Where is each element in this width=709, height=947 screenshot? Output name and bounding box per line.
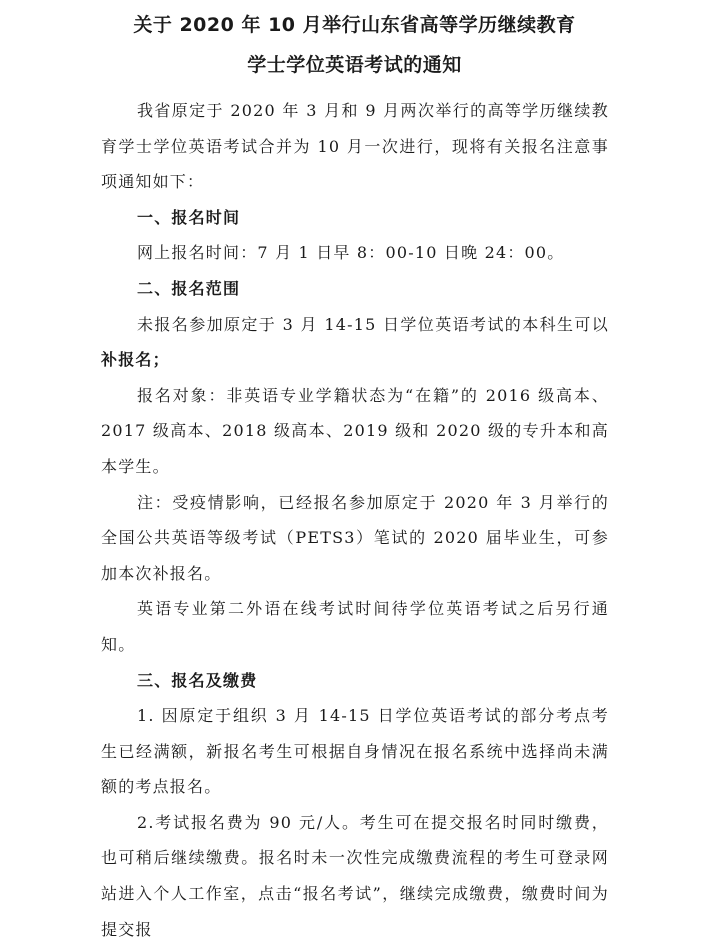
section-2-heading: 二、报名范围 bbox=[137, 278, 241, 298]
document-body bbox=[101, 93, 609, 947]
intro-paragraph: 我省原定于 2020 年 3 月和 9 月两次举行的高等学历继续教育学士学位英语考试合并为 10 月一次进行，现将有关报名注意事项通知如下： bbox=[101, 101, 609, 192]
fee-item-1: 1. 因原定于组织 3 月 14-15 日学位英语考试的部分考点考生已经满额，新报名考生可根据自身情况在报名系统中选择尚未满额的考点报名。 bbox=[101, 706, 609, 797]
document-title-line-2: 学士学位英语考试的通知 bbox=[247, 54, 462, 76]
registration-scope-text: 未报名参加原定于 3 月 14-15 日学位英语考试的本科生可以 bbox=[137, 314, 609, 334]
second-language-paragraph: 英语专业第二外语在线考试时间待学位英语考试之后另行通知。 bbox=[101, 599, 609, 654]
fee-item-2: 2.考试报名费为 90 元/人。考生可在提交报名时同时缴费，也可稍后继续缴费。报名时未一次性完成缴费流程的考生可登录网站进入个人工作室，点击“报名考试”，继续完成缴费，缴费时间为提交报 bbox=[101, 812, 609, 939]
section-3-heading: 三、报名及缴费 bbox=[137, 670, 258, 690]
registration-scope-paragraph bbox=[101, 307, 609, 378]
document-title-line-1: 关于 2020 年 10 月举行山东省高等学历继续教育 bbox=[133, 14, 576, 36]
section-1-heading: 一、报名时间 bbox=[137, 207, 241, 227]
note-paragraph: 注：受疫情影响，已经报名参加原定于 2020 年 3 月举行的全国公共英语等级考试（PETS3）笔试的 2020 届毕业生，可参加本次补报名。 bbox=[101, 492, 609, 583]
supplementary-registration-emphasis: 补报名； bbox=[101, 350, 170, 370]
registration-target-paragraph: 报名对象：非英语专业学籍状态为“在籍”的 2016 级高本、2017 级高本、2018 级高本、2019 级和 2020 级的专升本和高本学生。 bbox=[101, 385, 609, 476]
registration-time-paragraph: 网上报名时间：7 月 1 日早 8：00-10 日晚 24：00。 bbox=[137, 243, 565, 263]
